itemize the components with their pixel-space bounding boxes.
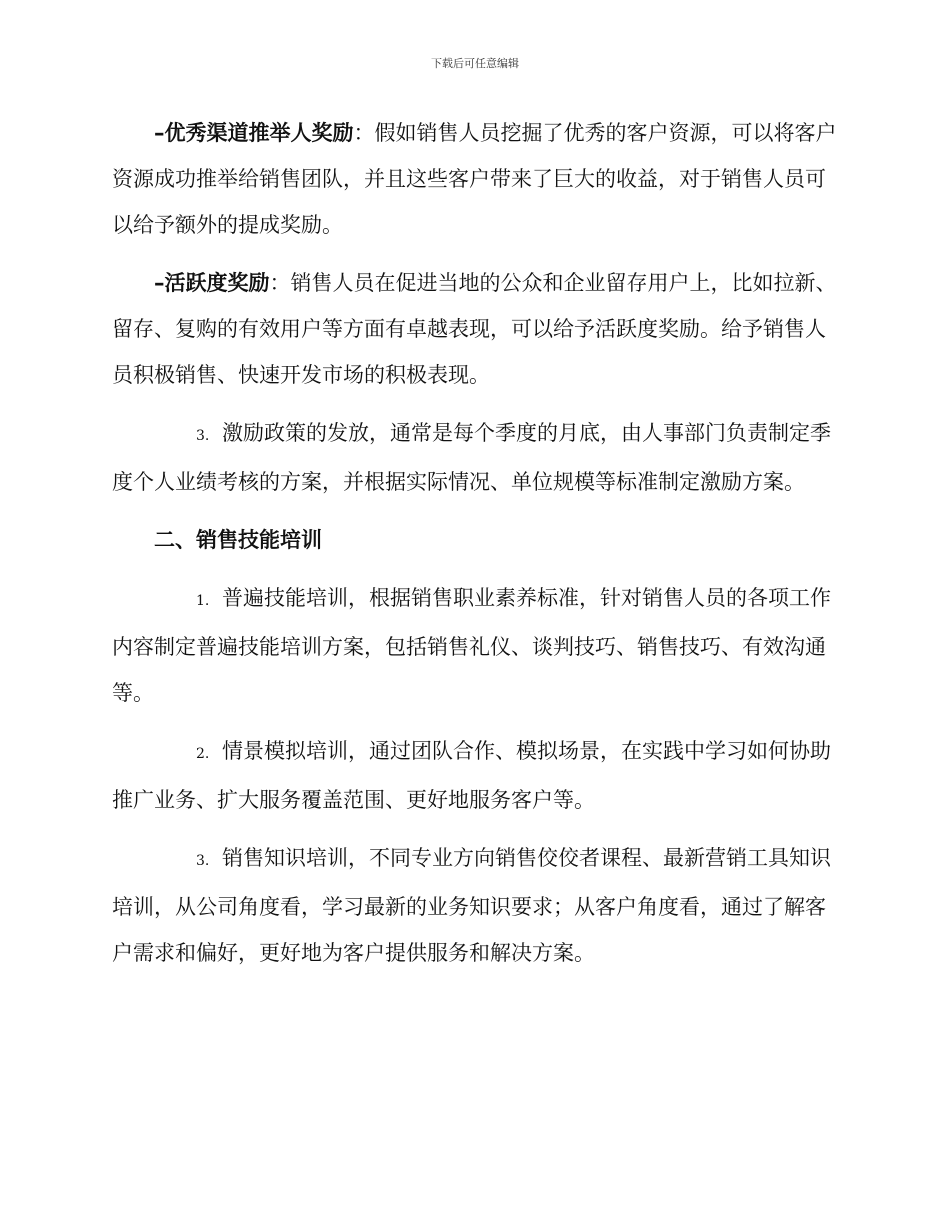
paragraph-body: ：销售人员在促进当地的公众和企业留存用户上，比如拉新、留存、复购的有效用户等方面有卓越表现，可以给予活跃度奖励。给予销售人员积极销售、快速开发市场的积极表现。 <box>112 271 837 387</box>
list-item <box>112 575 837 716</box>
paragraph-body: ：假如销售人员挖掘了优秀的客户资源，可以将客户资源成功推举给销售团队，并且这些客户带来了巨大的收益，对于销售人员可以给予额外的提成奖励。 <box>112 121 837 237</box>
list-item <box>112 728 837 823</box>
list-item <box>112 835 837 976</box>
document-body <box>112 110 837 988</box>
paragraph-activity-reward <box>112 260 837 398</box>
list-number: 1. <box>196 593 210 609</box>
paragraph-channel-referrer-reward <box>112 110 837 248</box>
paragraph-body: 激励政策的发放，通常是每个季度的月底，由人事部门负责制定季度个人业绩考核的方案，并根据实际情况、单位规模等标准制定激励方案。 <box>112 421 831 494</box>
paragraph-lead: –活跃度奖励 <box>154 271 270 295</box>
page-header: 下载后可任意编辑 <box>431 57 519 70</box>
list-number: 3. <box>196 853 210 869</box>
paragraph-lead: –优秀渠道推举人奖励 <box>154 121 354 145</box>
list-item-text: 情景模拟培训，通过团队合作、模拟场景，在实践中学习如何协助推广业务、扩大服务覆盖范围、更好地服务客户等。 <box>112 739 831 812</box>
section-heading: 二、销售技能培训 <box>154 528 322 552</box>
list-number: 3. <box>196 428 210 444</box>
paragraph-incentive-distribution <box>112 410 837 505</box>
list-number: 2. <box>196 746 210 762</box>
list-item-text: 普遍技能培训，根据销售职业素养标准，针对销售人员的各项工作内容制定普遍技能培训方案，包括销售礼仪、谈判技巧、销售技巧、有效沟通等。 <box>112 586 831 705</box>
list-item-text: 销售知识培训，不同专业方向销售佼佼者课程、最新营销工具知识培训，从公司角度看，学习最新的业务知识要求；从客户角度看，通过了解客户需求和偏好，更好地为客户提供服务和解决方案。 <box>112 846 831 965</box>
